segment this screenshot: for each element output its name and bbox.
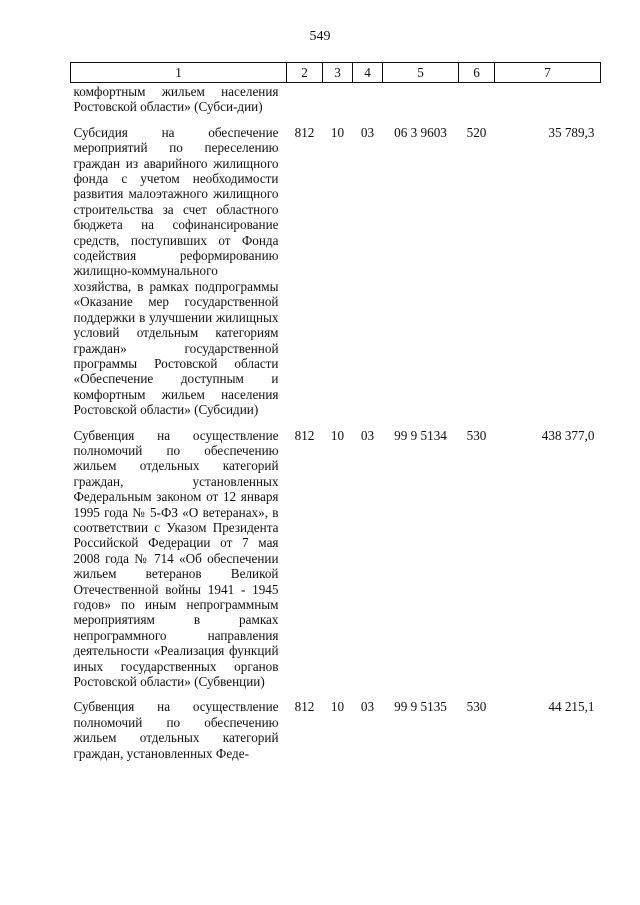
row-amount: 35 789,3 xyxy=(548,124,595,140)
row-col-6: 520 xyxy=(466,124,487,140)
header-col-4: 4 xyxy=(353,63,383,83)
row-col-4 xyxy=(353,83,383,115)
table-header-row xyxy=(71,63,601,83)
row-amount: 44 215,1 xyxy=(548,699,595,715)
row-col-2: 812 xyxy=(294,699,315,715)
row-col-2: 812 xyxy=(294,427,315,443)
row-col-3 xyxy=(323,83,353,115)
row-description: Субвенция на осуществление полномочий по обеспечению жильем отдельных категорий граждан, установленных Феде- xyxy=(73,699,279,761)
row-description: Субсидия на обеспечение мероприятий по переселению граждан из аварийного жилищного фонда с учетом необходимости развития малоэтажного жилищного строительства за счет областного бюджета на софинансирование средств, поступивших от Фонда содействия реформированию жилищно-коммунального хозяйства, в рамках подпрограммы «Оказание мер государственной поддержки в улучшении жилищных условий отдельным категориям граждан» государственной программы Ростовской области «Обеспечение доступным и комфортным жильем населения Ростовской области» (Субсидии) xyxy=(73,124,279,418)
row-description: Субвенция на осуществление полномочий по обеспечению жильем отдельных категорий граждан, установленных Федеральным законом от 12 января 1995 года № 5-ФЗ «О ветеранах», в соответствии с Указом Президента Российской Федерации от 7 мая 2008 года № 714 «Об обеспечении жильем ветеранов Великой Отечественной войны 1941 - 1945 годов» по иным непрограммным мероприятиям в рамках непрограммного направления деятельности «Реализация функций иных государственных органов Ростовской области» (Субвенции) xyxy=(73,427,279,690)
table-row xyxy=(71,115,601,418)
row-col-3: 10 xyxy=(330,427,345,443)
header-col-1: 1 xyxy=(71,63,287,83)
row-col-4: 03 xyxy=(360,124,375,140)
row-col-2: 812 xyxy=(294,124,315,140)
page-number: 549 xyxy=(309,29,331,44)
row-col-5: 99 9 5135 xyxy=(394,699,447,715)
row-description: комфортным жильем населения Ростовской области» (Субси-дии) xyxy=(73,84,279,115)
row-col-5: 99 9 5134 xyxy=(394,427,447,443)
row-col-5 xyxy=(383,83,459,115)
header-col-5: 5 xyxy=(383,63,459,83)
row-col-6: 530 xyxy=(466,427,487,443)
row-col-3: 10 xyxy=(330,124,345,140)
header-col-6: 6 xyxy=(459,63,495,83)
row-col-4: 03 xyxy=(360,427,375,443)
row-amount xyxy=(495,83,601,115)
row-col-6 xyxy=(459,83,495,115)
row-col-2 xyxy=(287,83,323,115)
table-row xyxy=(71,418,601,690)
row-col-3: 10 xyxy=(330,699,345,715)
header-col-7: 7 xyxy=(495,63,601,83)
budget-table xyxy=(70,62,601,761)
row-col-4: 03 xyxy=(360,699,375,715)
table-row xyxy=(71,83,601,115)
row-col-5: 06 3 9603 xyxy=(394,124,447,140)
row-col-6: 530 xyxy=(466,699,487,715)
header-col-3: 3 xyxy=(323,63,353,83)
table-row xyxy=(71,689,601,761)
header-col-2: 2 xyxy=(287,63,323,83)
row-amount: 438 377,0 xyxy=(541,427,595,443)
